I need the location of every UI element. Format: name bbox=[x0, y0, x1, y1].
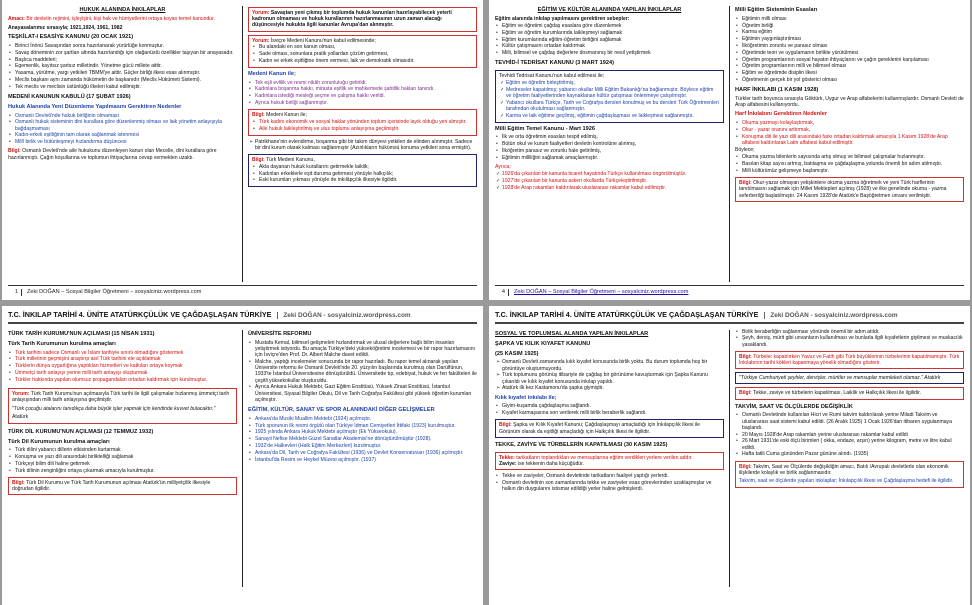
page3-left-column bbox=[8, 328, 237, 603]
reasons-list bbox=[495, 23, 724, 56]
list-item: • 20 Mayıs 1928'de Arap rakamları yerine uluslararası rakamlar kabul edildi bbox=[735, 432, 964, 438]
subsection-title: ÜNİVERSİTE REFORMU bbox=[248, 331, 312, 337]
law-box: Tevhidi Tedrisat Kanunu'nun kabul edilmesi ile; ✓ Eğitim ve öğretim birleştirilmiş, ✓ Medreseler kapatılmış; yabancı okullar Milli Eğitim Bakanlığı'na bağlanmıştır. Böylece eğitim ve öğretim faaliyetlerinden kaynaklanan kültür çatışması önlenmeye çalışılmıştır. ✓ Yabancı okullara Türkçe, Tarih ve Coğrafya dersleri konulmuş ve bu dersleri Türk Öğretmenleri tarafından okutulması sağlanmıştır. ✓ Karma ve laik eğitime geçilmiş, eğitimin çağdaşlaşması ve laikleşmesi sağlanmıştır. bbox=[495, 70, 724, 122]
list-item: • Kadın ve erkek eşitliğine önem vermesi, laik ve demokratik olmasıdır. bbox=[252, 58, 473, 64]
subsection-title: TÜRK TARİH KURUMU'NUN AÇILMASI (15 NİSAN 1931) bbox=[8, 331, 155, 337]
list-item: • Bütün okul ve kurum faaliyetleri devletin kontrolüne alınmış, bbox=[495, 141, 724, 147]
list-item: • Tek meclis ve meclisin üstünlüğü ilkeleri kabul edilmiştir. bbox=[8, 84, 237, 90]
subsection-subtitle: Kılık kıyafet inkılabı ile; bbox=[495, 394, 557, 401]
list-item: • Kadınları erkeklerle eşit duruma getirmesi yönüyle halkçılık; bbox=[252, 171, 473, 177]
page4-left-column bbox=[495, 328, 724, 603]
subsection-title: Milli Eğitim Temel Kanunu - Mart 1926 bbox=[495, 125, 595, 132]
developments-list bbox=[248, 416, 477, 463]
list-item: • Konuşma ve yazı dili arasındaki birliktelliği sağlamak bbox=[8, 454, 237, 460]
list-item: • Osmanlı devletinin son zamanlarında tekke ve zaviyeler esas görevlerinden uzaklaşmışlar ve halkın din duygularını istismar edildiği yerler haline gelmişlerdi. bbox=[495, 480, 724, 492]
page1-right-column bbox=[248, 4, 477, 282]
subsection-title: TEŞKİLAT-I ESASİYE KANUNU (20 OCAK 1921) bbox=[8, 34, 134, 41]
info-box: Bilgi: Okur-yazar olmayan yetişkinlere okuma yazma öğretmek ve yeni Türk harflerinin tanıtılmasını sağlamak için Millet Mektepleri açılmış (1928) ve ilke genelinde okuma - yazma seferberliği başlatılmıştır. 24 Kasım 1928'de Atatürk'e Başöğretmen unvanı verilmiştir. bbox=[735, 177, 964, 202]
list-item: ✓ Yabancı okullara Türkçe, Tarih ve Coğrafya dersleri konulmuş ve bu dersleri Türk Öğretmenleri tarafından okutulması sağlanmıştır. bbox=[499, 100, 720, 112]
thus-label: Böylece; bbox=[735, 147, 755, 154]
list-item: • Ankara'da Musiki Muallim Mektebi (1924) açılmıştır. bbox=[248, 416, 477, 422]
info-box: Bilgi: Tekke, zaviye ve türbelerin kapatılması, Laiklik ve Halkçılık ilkesi ile ilgilidir. bbox=[735, 387, 964, 399]
subsection-title: TEKKE, ZAVİYE VE TÜRBELERİN KAPATILMASI (30 KASIM 1925) bbox=[495, 441, 668, 448]
info-box: Bilgi: Türk Medeni Kanunu, • Akla dayanan hukuk kurallarını getirmekle laiklik; • Kadınları erkeklerle eşit duruma getirmesi yönüyle halkçılık; • Eski kurumları yıkması yönüyle de inkılâpçılık ilkesiyle ilgilidir. bbox=[248, 154, 477, 187]
subsection-subtitle: Türk Dil Kurumunun kurulma amaçları bbox=[8, 438, 110, 445]
page-header: T.C. İNKILAP TARİHİ 4. ÜNİTE ATATÜRKÇÜLÜK VE ÇAĞDAŞLAŞAN TÜRKİYE Zeki DOĞAN - sosyalciniz.wordpress.com bbox=[495, 309, 964, 324]
list-item: • Türklerin dünya uygarlığına yaptıkları hizmetleri ve katkıları ortaya koymak bbox=[8, 363, 237, 369]
list-item: • Sanayii Nefise Mektebi Güzel Sanatlar Akademisi'ne dönüştürülmüştür (1928). bbox=[248, 436, 477, 442]
list-item: • Malche, yaptığı incelemeler sonucunda bir rapor hazırladı. Bu rapor temel alınarak yapılan Üniversite reformu ile Osmanlı Devleti'nde 20. yüzyılın başlarında kurulmuş olan Darülfünun, 1933'te İstanbul Üniversitesine dönüştürüldü. Üniversitede tıp, edebiyat, hukuk ve fen fakülteleri ile çeşitli yüksekokullar oluşturuldu. bbox=[248, 359, 477, 384]
also-label: Ayrıca; bbox=[495, 164, 511, 171]
page2-right-column bbox=[735, 4, 964, 282]
list-item: • Tekke ve zaviyeler, Osmanlı devletinde tarikatların faaliyet yaptığı yerlerdi. bbox=[495, 473, 724, 479]
list-item: • İstanbul'da Resim ve Heykel Müzesi açılmıştır. (1937) bbox=[248, 457, 477, 463]
calendar-list bbox=[735, 412, 964, 457]
results-list bbox=[735, 154, 964, 174]
list-item: • Tek eşli evlilik ve resmi nikâh zorunluluğu getirildi. bbox=[248, 80, 477, 86]
list-item: • Okuma yazma bilenlerin sayısında artış olmuş ve bilimsel çalışmalar hızlanmıştır. bbox=[735, 154, 964, 160]
subsection-subtitle: Harf İnkılabını Gerektiren Nedenler bbox=[735, 111, 828, 118]
list-item: • İlköğretimin zorunlu ve parasız olması bbox=[735, 43, 964, 49]
education-law-list bbox=[495, 134, 724, 161]
list-item: • Giyim-kuşamda çağdaşlaşma sağlandı. bbox=[495, 403, 724, 409]
list-item: • Okuma yazmayı kolaylaştırmak, bbox=[735, 120, 964, 126]
list-item: • Mustafa Kemal, bilimsel gelişmeleri hızlandırmak ve ulusal değerlere bağlı bilim insanları yetiştirmek istiyordu. Bu amaçla Türkiye'deki yükseköğretimi incelemesi ve bir rapor hazırlamasını için İsviçre'den Prof. Dr. Albert Malche davet edildi. bbox=[248, 340, 477, 359]
subsection-title: Medeni Kanun ile; bbox=[248, 70, 296, 77]
list-item: • İlk ve orta öğretimin esasları tespit edilmiş, bbox=[495, 134, 724, 140]
subsection-date: (25 KASIM 1925) bbox=[495, 350, 539, 357]
list-item: • Öğretim programlarının milli ve bilimsel olması bbox=[735, 63, 964, 69]
lodges-list bbox=[495, 473, 724, 492]
section-title: SOSYAL VE TOPLUMSAL ALANDA YAPILAN İNKILAPLAR bbox=[495, 331, 649, 337]
hat-law-list bbox=[495, 359, 724, 391]
list-item: • Akla dayanan hukuk kurallarını getirmekle laiklik; bbox=[252, 164, 473, 170]
reasons-list bbox=[735, 120, 964, 146]
alphabet-text: Türkler tarih boyunca sırasıyla Göktürk, Uygur ve Arap alfabelerini kullanmışlardır. Osmanlı Devleti de Arap alfabesini kullanıyordu. bbox=[735, 96, 964, 109]
column-divider bbox=[729, 330, 730, 587]
list-item: • Okur - yazar oranını arttırmak, bbox=[735, 127, 964, 133]
subsection-title: TÜRK DİL KURUMU'NUN AÇILMASI (12 TEMMUZ 1932) bbox=[8, 428, 154, 435]
list-item: • Öğretimde teori ve uygulamanın birlikte yürütülmesi bbox=[735, 50, 964, 56]
list-item: ✓ 1926'da çıkarılan bir kanunla ticaret hayatında Türkçe kullanılması öngörülmüştür. bbox=[495, 171, 724, 177]
list-item: • Kültür çatışmasını ortadan kaldırmak bbox=[495, 43, 724, 49]
page-footer: 4 Zeki DOĞAN – Sosyal Bilgiler Öğretmeni – sosyalciniz.wordpress.com bbox=[495, 285, 964, 298]
subsection-title: EĞİTİM, KÜLTÜR, SANAT VE SPOR ALANINDAKİ DİĞER GELİŞMELER bbox=[248, 407, 435, 414]
list-item: • Türk sporunun ilk resmi örgütü olan Türkiye İdman Cemiyetleri İttifakı (1923) kurulmuştur. bbox=[248, 423, 477, 429]
list-item: • Bu alandaki en son kanun olması, bbox=[252, 44, 473, 50]
list-item: • Türkçeyi bilim dili haline getirmek bbox=[8, 461, 237, 467]
subsection-title: TAKVİM, SAAT VE ÖLÇÜLERDE DEĞİŞİKLİK bbox=[735, 403, 853, 410]
list-item: • Konuşma dili ile yazı dili arasındaki farkı ortadan kaldırmak amacıyla 1 Kasım 1928'de Arap alfabesi kaldırılarak Latin alfabesi kabul edilmiştir. bbox=[735, 134, 964, 146]
comment-box: Yorum: Savaştan yeni çıkmış bir toplumda hukuk kanunları hazırlayabilecek yeterli kadronun olmaması ve hukuk kurallarının hazırlanmasının uzun zaman alacağı düşüncesiyle hukukta ilgili kanunlar Avrupa'dan alınmıştır. bbox=[248, 7, 477, 32]
patriarchate-note: ➢ Patrikhane'nin evlendirme, boşanma gibi bir takım dünyevi yetkileri de elinden alınmıştır. Sadece bir dini kurum olarak kalması sağlanmıştır (Azınlıkların hükümsü konuma yetkileri sona ermiştir). bbox=[248, 139, 477, 151]
constitutions-list: Anayasalarımız sırasıyla; 1921,1924, 1961, 1982 bbox=[8, 25, 123, 32]
list-item: • Eğitim ve öğretimde disiplin ilkesi bbox=[735, 70, 964, 76]
list-item: ✓ 1927'de çıkarılan bir kanunla askeri okullarda Türkçeleştirilmiştir. bbox=[495, 178, 724, 184]
principles-list bbox=[735, 16, 964, 83]
list-item: • Egemenlik, kayıtsız şartsız milletindir. Yönetme gücü millete aittir. bbox=[8, 63, 237, 69]
info-box: Bilgi: Türk Dil Kurumu ve Türk Tarih Kurumunun açılması Atatürk'ün milliyetçilik ilkesiyle doğrudan ilgilidir. bbox=[8, 477, 237, 495]
section-title: EĞİTİM VE KÜLTÜR ALANINDA YAPILAN İNKILAPLAR bbox=[537, 7, 682, 13]
definition: Amacı: Bir devletin rejimini, işleyişini, kişi hak ve hürriyetlerini ortaya koyan temel kanundur. bbox=[8, 15, 215, 22]
list-item: ✓ Medreseler kapatılmış; yabancı okullar Milli Eğitim Bakanlığı'na bağlanmıştır. Böylece eğitim ve öğretim faaliyetlerinden kaynaklanan kültür çatışması önlenmeye çalışılmıştır. bbox=[499, 87, 720, 99]
subsection-title: Milli Eğitim Sisteminin Esasları bbox=[735, 7, 818, 13]
info-note: Bilgi: Osmanlı Devleti'nde aile hukukunu düzenleyen kanun olan Mecelle, dini kurallara göre hazırlanmıştı. Çağın koşullarına ve toplumun ihtiyaçlarına cevap vermekten uzaktı. bbox=[8, 148, 217, 161]
document-page-1 bbox=[2, 0, 483, 300]
list-item: • Şeyh, derviş, mürit gibi unvanların kullanılması ve bunlarla ilgili kıyafetlerin giyilmesi ve muskacılık yasaklandı. bbox=[735, 335, 964, 347]
list-item: • Osmanlı Devleti'nde hukuk birliğinin olmaması bbox=[8, 113, 237, 119]
civil-code-list bbox=[248, 80, 477, 107]
list-item: • Sade olması, sonunlara pratik yollardan çözüm getirmesi, bbox=[252, 51, 473, 57]
list-item: • Türk milletinin geçmişini araştırıp asıl Türk tarihini ele açıklatmak bbox=[8, 356, 237, 362]
list-item: • Kıyafet karmaşasına son verilerek milli birlik beraberlik sağlandı. bbox=[495, 410, 724, 416]
document-page-3 bbox=[2, 306, 483, 605]
list-item: • Eğitim ve öğretimi çağdaş esaslara göre düzenlemek bbox=[495, 23, 724, 29]
list-item: • Türk kadını ekonomik ve sosyal haklar yönünden toplum içerisinde layık olduğu yeri almıştır. bbox=[252, 119, 473, 125]
list-item: • Eğitimin yaygınlaştırılması bbox=[735, 36, 964, 42]
list-item: • Öğretim programlarının sosyal hayatın ihtiyaçlarını ve çağın gereklerini karşılaması bbox=[735, 57, 964, 63]
page1-left-column bbox=[8, 4, 237, 282]
list-item: • Osmanlı hukuk sisteminin dini kurallara göre düzenlenmiş olması ve laik yönetim anlayışıyla bağdaşmaması bbox=[8, 119, 237, 131]
reasons-list bbox=[8, 113, 237, 146]
list-item: • Eğitimin milli olması bbox=[735, 16, 964, 22]
list-item: • Birinci İnönü Savaşından sonra hazırlanarak yürürlüğe konmuştur. bbox=[8, 43, 237, 49]
also-list bbox=[495, 171, 724, 191]
list-item: • Meclis başkanı aynı zamanda hükümetin de başkanıdır (Meclis Hükümeti Sistemi). bbox=[8, 77, 237, 83]
subsection-subtitle: Türk Tarih Kurumunun kurulma amaçları bbox=[8, 340, 116, 347]
section-title: HUKUK ALANINDA İNKILAPLAR bbox=[79, 7, 166, 13]
document-page-2 bbox=[489, 0, 970, 300]
page2-left-column: EĞİTİM VE KÜLTÜR ALANINDA YAPILAN İNKILAPLAR Eğitim alanında inkılap yapılmasını gerektiren sebepler: • Eğitim ve öğretimi çağdaş esaslara göre düzenlemek • Eğitim ve öğretim kurumlarında laikleşmeyi sağlamak • Eğitim kurumlarında eğitim-öğretim birliğini sağlamak • Kültür çatışmasını ortadan kaldırmak • Milli, bilimsel ve çağdaş değerlere dosmanınış bir nesil yetiştirmek TEVHİD-İ TEDRİSAT KANUNU (3 MART 1924) Tevhidi Tedrisat Kanunu'nun kabul edilmesi ile; ✓ Eğitim ve öğretim birleştirilmiş, ✓ Medreseler kapatılmış; yabancı okullar Milli Eğitim Bakanlığı'na bağlanmıştır. Böylece eğitim ve öğretim faaliyetlerinden kaynaklanan kültür çatışması önlenmeye çalışılmıştır. ✓ Yabancı okullara Türkçe, Tarih ve Coğrafya dersleri konulmuş ve bu dersleri Türk Öğretmenleri tarafından okutulması sağlanmıştır. ✓ Karma ve laik eğitime geçilmiş, eğitimin çağdaşlaşması ve laikleşmesi sağlanmıştır. Milli Eğitim Temel Kanunu - Mart 1926 • İlk ve orta öğretimin esasları tespit edilmiş, • Bütün okul ve kurum faaliyetleri devletin kontrolüne alınmış, • İlköğretim parasız ve zorunlu hale getirilmiş, • Eğitimin milliliğini sağlamak amaçlanmıştır. Ayrıca; ✓ 1926'da çıkarılan bir kanunla ticaret hayatında Türkçe kullanılması öngörülmüştür. ✓ 1927'de çıkarılan bir kanunla askeri okullarda Türkçeleştirilmiştir. ✓ 1928'de Arap rakamları kaldırılarak uluslararası rakamlar kabul edilmiştir. bbox=[495, 4, 724, 282]
list-item: • Türk dilinin zenginliğini ortaya çıkarmak amacıyla kurulmuştur. bbox=[8, 468, 237, 474]
info-box: Bilgi: Türbeler kapatılırken Yavuz ve Fatih gibi Türk büyüklerinin türbelerinin kapatılmamıştır. Türk İnkılabının tarihi kökleri kapanmaya yönelik olmadığını gösterir. bbox=[735, 351, 964, 369]
list-item: • Savaş döneminin zor şartları altında hazırlandığı için olağanüstü özellikler taşıyan bir anayasadır. bbox=[8, 50, 237, 56]
subsection-title: MEDENİ KANUNUN KABULÜ (17 ŞUBAT 1926) bbox=[8, 94, 131, 101]
column-divider bbox=[242, 6, 243, 282]
list-item: • Türk dilini yabancı dillerin etkisinden kurtarmak bbox=[8, 447, 237, 453]
quote-box: "Türkiye Cumhuriyeti şeyhler, dervişler, müritler ve mensuplar memleketi olamaz." Atatürk bbox=[735, 372, 964, 384]
list-item: • 1932'de Halkevleri (Halk Eğitim Merkezleri) kurulmuştur. bbox=[248, 443, 477, 449]
list-item: • 26 Mart 1931'de eski ölçü birimleri ( okka, endaze, arşın) yerine kilogram, metre ve litre kabul edildi. bbox=[735, 438, 964, 450]
list-item: • Öğretim birliği bbox=[735, 23, 964, 29]
list-item: ➢ Osmanlı Devleti zamanında kılık kıyafet konusunda birlik yoktu. Bu durum toplumda hoş bir görüntüye oluşturmuyordu. bbox=[495, 359, 724, 371]
list-item: • Kadınlara boşanma hakkı, mirasta eşitlik ve mahkemede şahitlik hakları tanındı. bbox=[248, 86, 477, 92]
list-item: ✓ Karma ve laik eğitime geçilmiş, eğitimin çağdaşlaşması ve laikleşmesi sağlanmıştır. bbox=[499, 113, 720, 119]
column-divider bbox=[242, 330, 243, 587]
subsection-subtitle: Hukuk Alanında Yeni Düzenleme Yapılmasını Gerektiren Nedenler bbox=[8, 103, 182, 110]
comment-box: Yorum: İsviçre Medeni Kanunu'nun kabul edilmesinde; • Bu alandaki en son kanun olması, • Sade olması, sonunlara pratik yollardan çözüm getirmesi, • Kadın ve erkek eşitliğine önem vermesi, laik ve demokratik olmasıdır. bbox=[248, 35, 477, 68]
list-item: ➢ Atatürk ilk kez Kastamonu'da şapka giymiştir. bbox=[495, 385, 724, 391]
list-item: • Basılan kitap sayısı artmış, batılaşma ve çağdaşlaşma yolunda önemli bir adım atılmıştır. bbox=[735, 161, 964, 167]
list-item: • Ayrıca Ankara Hukuk Mektebi, Gazi Eğitim Enstitüsü, Yüksek Ziraat Enstitüsü, İstanbul Üniversitesi, Siyasal Bilgiler Okulu, Dil ve Tarih Coğrafya Fakültesi gibi yüksek öğretim kurumları açılmıştır. bbox=[248, 384, 477, 403]
list-item: • Eğitim kurumlarında eğitim-öğretim birliğini sağlamak bbox=[495, 37, 724, 43]
subsection-title: ŞAPKA VE KILIK KIYAFET KANUNU bbox=[495, 340, 591, 347]
page4-right-column bbox=[735, 328, 964, 603]
list-item: ✓ 1928'de Arap rakamları kaldırılarak uluslararası rakamlar kabul edilmiştir. bbox=[495, 185, 724, 191]
comment-box: Yorum: Türk Tarih Kurumu'nun açılmasıyla Türk tarihi ile ilgili çalışmalar hızlanmış ümmetçi tarih anlayışından milli tarih anlayışına geçilmiştir. "Türk çocuğu atalarını tanıdıkça daha büyük işler yapmak için kendinde kuvvet bulacaktır." Atatürk bbox=[8, 388, 237, 424]
list-item: • Türkler hakkında yapılan olumsuz propagandaları ortadan kaldırmak için kurulmuştur. bbox=[8, 377, 237, 383]
list-item: • Millî birlik ve bütünleşmeyi hızlandırma düşüncesi bbox=[8, 139, 237, 145]
list-item: • Öğretmenin gerçek bir yol gösterici olması bbox=[735, 77, 964, 83]
list-item: • Kadınlara istediği mesleği seçme ve çalışma hakkı verildi. bbox=[248, 93, 477, 99]
list-item: ✓ Eğitim ve öğretim birleştirilmiş, bbox=[499, 80, 720, 86]
list-item: • Eski kurumları yıkması yönüyle de inkılâpçılık ilkesiyle ilgilidir. bbox=[252, 177, 473, 183]
page-header: T.C. İNKILAP TARİHİ 4. ÜNİTE ATATÜRKÇÜLÜK VE ÇAĞDAŞLAŞAN TÜRKİYE Zeki DOĞAN - sosyalciniz.wordpress.com bbox=[8, 309, 477, 324]
list-item: • Birlik beraberliğin sağlanması yönünde önemli bir adım atıldı. bbox=[735, 329, 964, 335]
list-item: • Türk tarihini sadece Osmanlı ve İslam tarihiyle sınırlı olmadığını göstermek bbox=[8, 350, 237, 356]
column-divider bbox=[729, 6, 730, 282]
list-item: • Ankara'da Dil, Tarih ve Coğrafya Fakültesi (1936) ve Devlet Konservatuvarı (1936) açılmıştır. bbox=[248, 450, 477, 456]
page-footer: 1 Zeki DOĞAN – Sosyal Bilgiler Öğretmeni – sosyalciniz.wordpress.com bbox=[8, 285, 477, 298]
ttk-list bbox=[8, 350, 237, 383]
dress-list bbox=[495, 403, 724, 416]
results-list bbox=[735, 329, 964, 348]
list-item: • Eğitimin milliliğini sağlamak amaçlanmıştır. bbox=[495, 155, 724, 161]
list-item: • Milli, bilimsel ve çağdaş değerlere dosmanınış bir nesil yetiştirmek bbox=[495, 50, 724, 56]
list-item: • Ümmetçi tarih anlayışı yerine milli tarih anlayışı oluşturmak bbox=[8, 370, 237, 376]
list-item: • Karma eğitim bbox=[735, 29, 964, 35]
info-box: Bilgi: Takvim, Saat ve Ölçülerde değişikliğin amacı, Batılı /Avrupalı devletlerle olan ekonomik ilişkilerde kolaylık ve birlik sağlanmasıdır. Takvim, saat ve ölçülerde yapılan inkılaplar; İnkılapçılık ilkesi ve Çağdaşlaşma hedefi ile ilgilidir. bbox=[735, 461, 964, 489]
university-list bbox=[248, 340, 477, 403]
list-item: ➢ Türk toplumunu görünüş itibariyle de çağdaş bir görünüme kavuşturmak için Şapka Kanunu çıkarıldı ve kılık kıyafet konusunda inkılap yapıldı. bbox=[495, 372, 724, 384]
list-item: • Aile hukuk laikleştirilmiş ve ulus toplumu anlayışına geçilmiştir. bbox=[252, 126, 473, 132]
list-item: • Yasama, yürütme, yargı yetkileri TBMM'ye aittir. Güçler birliği ilkesi esas alınmıştır. bbox=[8, 70, 237, 76]
definition-box: Tekke: tarikatların toplandıkları ve mensuplarına eğitim verdikleri yerlere verilen addır. Zaviye: ise tekkenin daha küçüğüdür. bbox=[495, 452, 724, 470]
list-item: • Hafta tatili Cuma gününden Pazar gününe alındı. (1935) bbox=[735, 451, 964, 457]
list-item: • Kadın-erkek eşitliğinin tam olarak sağlanmak istenmesi bbox=[8, 132, 237, 138]
list-item: • İlköğretim parasız ve zorunlu hale getirilmiş, bbox=[495, 148, 724, 154]
tdk-list bbox=[8, 447, 237, 474]
subsection-title: TEVHİD-İ TEDRİSAT KANUNU (3 MART 1924) bbox=[495, 60, 614, 67]
list-item: • Milli kültürümüz gelişmeye başlamıştır. bbox=[735, 168, 964, 174]
info-box: Bilgi: Medeni Kanun ile; • Türk kadını ekonomik ve sosyal haklar yönünden toplum içerisinde layık olduğu yeri almıştır. • Aile hukuk laikleştirilmiş ve ulus toplumu anlayışına geçilmiştir. bbox=[248, 109, 477, 135]
info-box: Bilgi: Şapka ve Kılık Kıyafet Kanunu; Çağdaşlaşmayı amaçladığı için İnkılapçılık ilkesi ile Görünüm olarak da eşitliği amaçladığı için Halkçılık ilkesi ile ilgilidir. bbox=[495, 419, 724, 437]
page3-right-column bbox=[248, 328, 477, 603]
teskilat-list bbox=[8, 43, 237, 90]
subsection-title: HARF İNKILABI (1 KASIM 1928) bbox=[735, 87, 819, 94]
list-item: • Osmanlı Devletinde kullanılan Hicri ve Rumi takvim kaldırılarak yerine Miladi Takvim ve uluslararası saat sistemi kabul edildi. (26 Aralık 1925) 1 Ocak 1926'dan itibaren uygulanmaya başlandı. bbox=[735, 412, 964, 431]
list-item: • 1925 yılında Ankara Hukuk Mektebi açılmıştır (Ek Yükseokulu). bbox=[248, 429, 477, 435]
list-item: • Ayrıca hukuk birliği sağlanmıştır. bbox=[248, 100, 477, 106]
document-page-4 bbox=[489, 306, 970, 605]
list-item: • Başlıca maddeleri; bbox=[8, 57, 237, 63]
list-item: • Eğitim ve öğretim kurumlarında laikleşmeyi sağlamak bbox=[495, 30, 724, 36]
